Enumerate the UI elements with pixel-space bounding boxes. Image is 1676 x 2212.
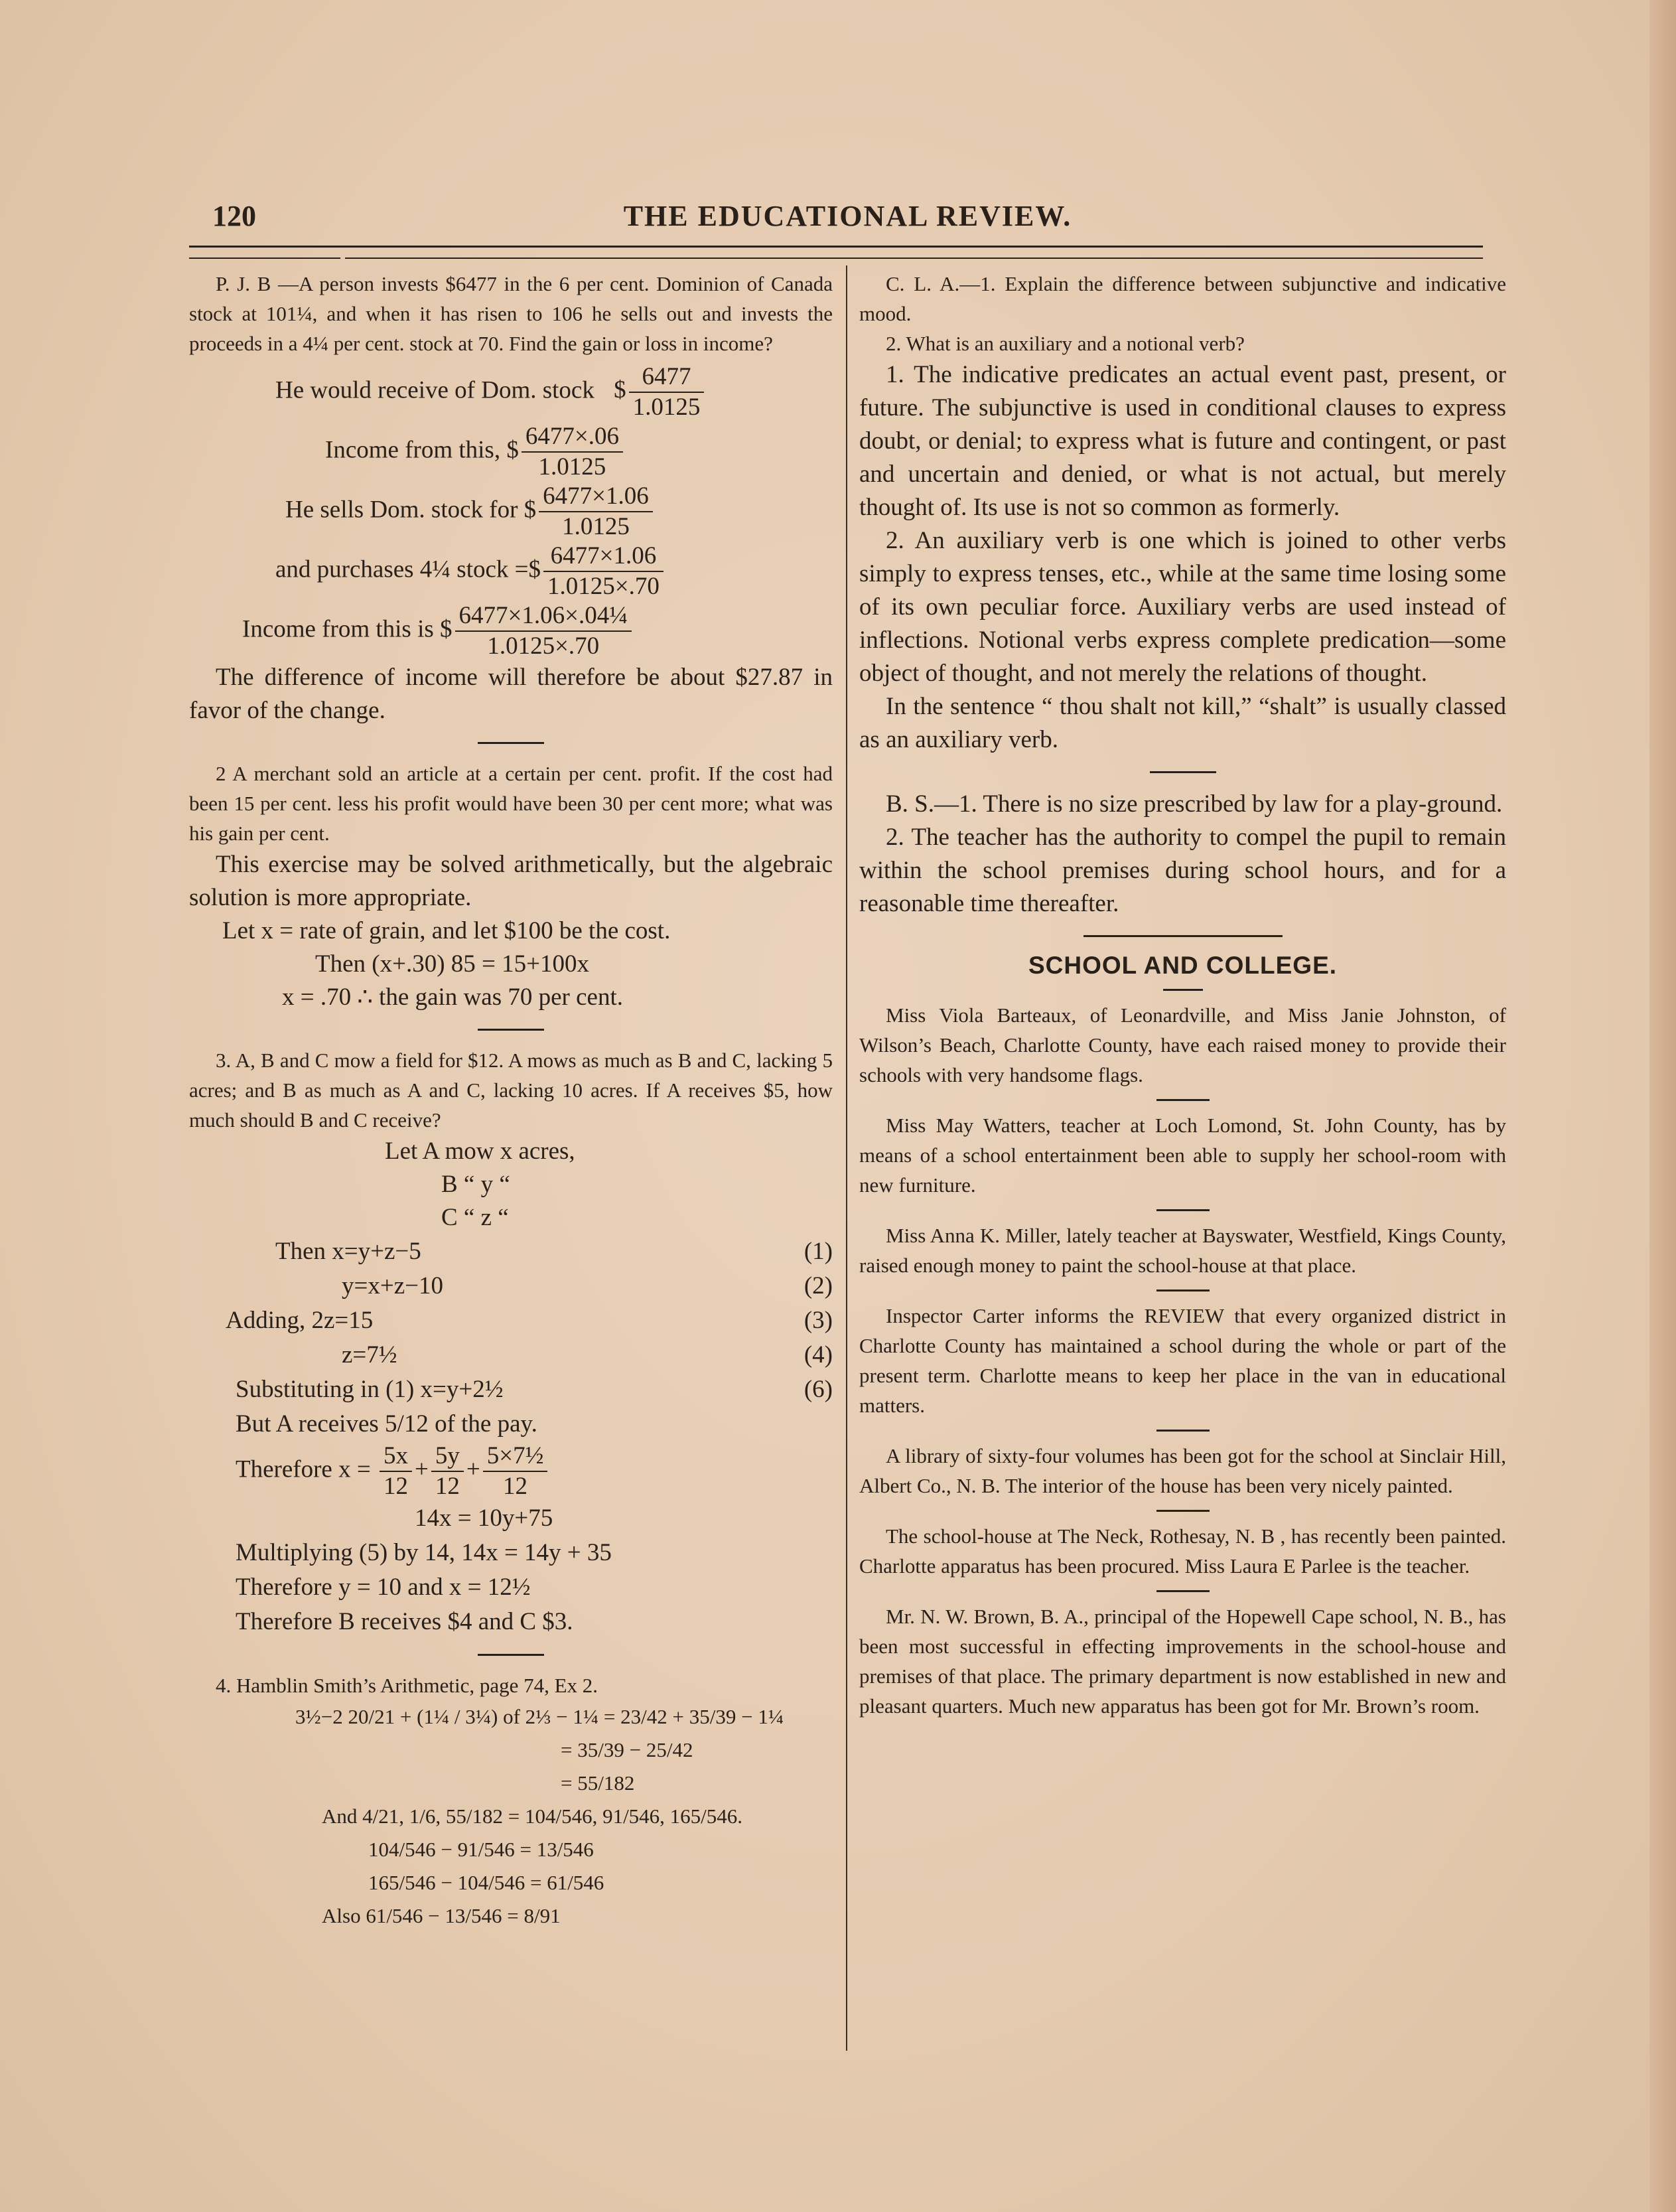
- header-rule-right: [345, 258, 1483, 259]
- q1-line3-label: He sells Dom. stock for: [285, 496, 518, 524]
- separator: [1156, 1510, 1210, 1512]
- equation-text: y=x+z−10: [342, 1272, 444, 1299]
- news-item: Miss May Watters, teacher at Loch Lomond, St. John County, has by means of a school entertainment been able to supply her school-room with new furniture.: [859, 1114, 1506, 1197]
- fraction-denominator: 1.0125: [538, 453, 606, 480]
- q1-conclusion: The difference of income will therefore be about $27.87 in favor of the change.: [189, 664, 833, 724]
- page-edge: [1649, 0, 1676, 2212]
- equation-text: Then x=y+z−5: [275, 1238, 421, 1265]
- separator: [1156, 1209, 1210, 1211]
- fraction-numerator: 6477×1.06: [543, 542, 663, 572]
- dollar-sign: $: [528, 555, 541, 583]
- q3-let-a: Let A mow x acres,: [385, 1138, 575, 1165]
- q1-fraction2: [522, 422, 623, 482]
- separator: [1156, 1590, 1210, 1592]
- fraction-denominator: 1.0125: [632, 394, 701, 421]
- dollar-sign: $: [614, 376, 626, 404]
- q3-let-c: C “ z “: [441, 1204, 509, 1231]
- left-column: [189, 269, 833, 1933]
- q3-eq3: [226, 1303, 833, 1338]
- fraction-denominator: 12: [383, 1473, 408, 1500]
- separator: [478, 1029, 544, 1031]
- q4-line2: = 35/39 − 25/42: [561, 1738, 693, 1761]
- q3-eq7: Therefore x = $\frac{5x}{12}$ + $\frac{5y}{12}$ + $\frac{\text{5×7½}}{12}$: [236, 1441, 833, 1501]
- q4-line4: And 4/21, 1/6, 55/182 = 104/546, 91/546, 165/546.: [322, 1805, 743, 1828]
- dollar-sign: $: [440, 615, 453, 643]
- q1-fraction4: [543, 542, 663, 601]
- news-item: Miss Anna K. Miller, lately teacher at Bayswater, Westfield, Kings County, raised enough money to paint the school-house at that place.: [859, 1224, 1506, 1277]
- cla-question2: 2. What is an auxiliary and a notional verb?: [886, 332, 1245, 355]
- fraction-denominator: 12: [435, 1473, 460, 1500]
- fraction-numerator: 5y: [431, 1441, 464, 1472]
- equation-text: Substituting in (1) x=y+2½: [236, 1376, 504, 1403]
- q3-frac1: [380, 1441, 412, 1501]
- fraction-numerator: 6477×.06: [522, 422, 623, 453]
- dollar-sign: $: [524, 496, 537, 524]
- separator: [478, 1654, 544, 1656]
- q1-fraction5: [455, 601, 632, 661]
- q3-eq9: Multiplying (5) by 14, 14x = 14y + 35: [236, 1539, 612, 1566]
- q4-line3: = 55/182: [561, 1771, 635, 1795]
- news-item: A library of sixty-four volumes has been got for the school at Sinclair Hill, Albert Co., N. B. The interior of the house has been very nicely painted.: [859, 1444, 1506, 1497]
- q2-result: x = .70 ∴ the gain was 70 per cent.: [282, 984, 623, 1011]
- bs-answer1: B. S.—1. There is no size prescribed by law for a play-ground.: [886, 790, 1503, 818]
- q4-line6: 165/546 − 104/546 = 61/546: [368, 1871, 604, 1894]
- equation-label: Therefore x =: [236, 1455, 371, 1483]
- separator: [1083, 935, 1283, 937]
- q3-eq4: [342, 1338, 833, 1372]
- q3-question: 3. A, B and C mow a field for $12. A mows as much as B and C, lacking 5 acres; and B as much as A and C, lacking 10 acres. If A receives $5, how much should B and C receive?: [189, 1049, 833, 1132]
- separator: [1163, 989, 1203, 991]
- q4-line1: 3½−2 20/21 + (1¼ / 3¼) of 2⅓ − 1¼ = 23/42 + 35/39 − 1¼: [295, 1705, 784, 1728]
- bs-answer2: 2. The teacher has the authority to compel the pupil to remain within the school premises during school hours, and for a reasonable time thereafter.: [859, 824, 1506, 917]
- right-column: [859, 269, 1506, 1721]
- fraction-denominator: 1.0125: [562, 513, 630, 540]
- q3-frac3: [483, 1441, 548, 1501]
- q3-eq10: Therefore y = 10 and x = 12½: [236, 1574, 531, 1601]
- equation-number: (4): [803, 1341, 833, 1368]
- q1-line4-label: and purchases 4¼ stock =: [275, 555, 529, 583]
- q3-eq5: [236, 1372, 833, 1407]
- q4-line5: 104/546 − 91/546 = 13/546: [368, 1838, 594, 1861]
- fraction-numerator: 5x: [380, 1441, 412, 1472]
- q3-eq2: [342, 1269, 833, 1303]
- fraction-denominator: 1.0125×.70: [487, 632, 600, 660]
- column-divider: [846, 265, 847, 2051]
- equation-number: (6): [803, 1376, 833, 1403]
- q1-line1-label: He would receive of Dom. stock: [275, 376, 594, 404]
- page-header: [189, 194, 1506, 247]
- separator: [1150, 771, 1216, 773]
- separator: [1156, 1430, 1210, 1432]
- cla-answer2: 2. An auxiliary verb is one which is joined to other verbs simply to express tenses, etc., while at the same time losing some of its own peculiar force. Auxiliary verbs are used instead of inflections. Notional verbs express complete predication—some object of thought, and not merely the relations of thought.: [859, 527, 1506, 687]
- separator: [478, 742, 544, 744]
- q3-eq1: [275, 1234, 833, 1269]
- q1-line2-label: Income from this,: [325, 436, 501, 464]
- q3-eq11: Therefore B receives $4 and C $3.: [236, 1608, 573, 1635]
- q2-body: This exercise may be solved arithmetically, but the algebraic solution is more appropriate.: [189, 851, 833, 911]
- q3-let-b: B “ y “: [441, 1171, 510, 1198]
- journal-title: THE EDUCATIONAL REVIEW.: [623, 200, 1072, 232]
- cla-question1: C. L. A.—1. Explain the difference between subjunctive and indicative mood.: [859, 272, 1506, 325]
- q1-line2: [325, 422, 833, 482]
- separator: [1156, 1290, 1210, 1291]
- q4-question: 4. Hamblin Smith’s Arithmetic, page 74, Ex 2.: [216, 1674, 598, 1697]
- fraction-numerator: 6477×1.06: [539, 482, 653, 512]
- q4-line7: Also 61/546 − 13/546 = 8/91: [322, 1904, 561, 1927]
- cla-answer1: 1. The indicative predicates an actual event past, present, or future. The subjunctive is used in conditional clauses to express doubt, or denial; to express what is future and contingent, or past and uncertain and denied, or what is not actual, but merely thought of. Its use is not so common as formerly.: [859, 361, 1506, 521]
- q2-then: Then (x+.30) 85 = 15+100x: [315, 950, 590, 978]
- news-item: The school-house at The Neck, Rothesay, N. B , has recently been painted. Charlotte apparatus has been procured. Miss Laura E Parlee is the teacher.: [859, 1524, 1506, 1578]
- fraction-denominator: 1.0125×.70: [547, 573, 660, 600]
- news-item: Mr. N. W. Brown, B. A., principal of the Hopewell Cape school, N. B., has been most successful in effecting improvements in the school-house and premises of that place. The primary department is now established in new and pleasant quarters. Much new apparatus has been got for Mr. Brown’s room.: [859, 1605, 1506, 1718]
- fraction-denominator: 12: [503, 1473, 528, 1500]
- dollar-sign: $: [506, 436, 519, 464]
- q3-eq6: But A receives 5/12 of the pay.: [236, 1410, 537, 1438]
- header-rule-left: [189, 258, 340, 259]
- cla-answer3: In the sentence “ thou shalt not kill,” “shalt” is usually classed as an auxiliary verb.: [859, 693, 1506, 753]
- news-item: Miss Viola Barteaux, of Leonardville, and Miss Janie Johnston, of Wilson’s Beach, Charlotte County, have each raised money to provide their schools with very handsome flags.: [859, 1003, 1506, 1086]
- q2-question: 2 A merchant sold an article at a certain per cent. profit. If the cost had been 15 per cent. less his profit would have been 30 per cent more; what was his gain per cent.: [189, 762, 833, 845]
- q1-line3: [285, 482, 833, 542]
- news-item: Inspector Carter informs the REVIEW that every organized district in Charlotte County has maintained a school during the whole or part of the present term. Charlotte means to keep her place in the van in educational matters.: [859, 1304, 1506, 1417]
- equation-text: z=7½: [342, 1341, 397, 1368]
- equation-number: (2): [803, 1272, 833, 1299]
- q1-fraction1: [629, 362, 705, 422]
- q3-frac2: [431, 1441, 464, 1501]
- q1-line1: [275, 362, 833, 422]
- fraction-numerator: 6477: [629, 362, 705, 393]
- header-rule: [189, 246, 1483, 248]
- page-number: 120: [212, 200, 256, 232]
- q2-let: Let x = rate of grain, and let $100 be the cost.: [222, 917, 671, 944]
- q1-line5: [242, 601, 833, 661]
- separator: [1156, 1099, 1210, 1101]
- q1-line5-label: Income from this is: [242, 615, 434, 643]
- fraction-numerator: 6477×1.06×.04¼: [455, 601, 632, 632]
- q1-question: P. J. B —A person invests $6477 in the 6 per cent. Dominion of Canada stock at 101¼, and when it has risen to 106 he sells out and invests the proceeds in a 4¼ per cent. stock at 70. Find the gain or loss in income?: [189, 272, 833, 355]
- q1-fraction3: [539, 482, 653, 542]
- q3-eq8: 14x = 10y+75: [415, 1505, 553, 1532]
- section-title: SCHOOL AND COLLEGE.: [1028, 952, 1338, 979]
- equation-number: (3): [803, 1307, 833, 1334]
- equation-text: Adding, 2z=15: [226, 1307, 374, 1334]
- fraction-numerator: 5×7½: [483, 1441, 548, 1472]
- q1-line4: [275, 542, 833, 601]
- equation-number: (1): [803, 1238, 833, 1265]
